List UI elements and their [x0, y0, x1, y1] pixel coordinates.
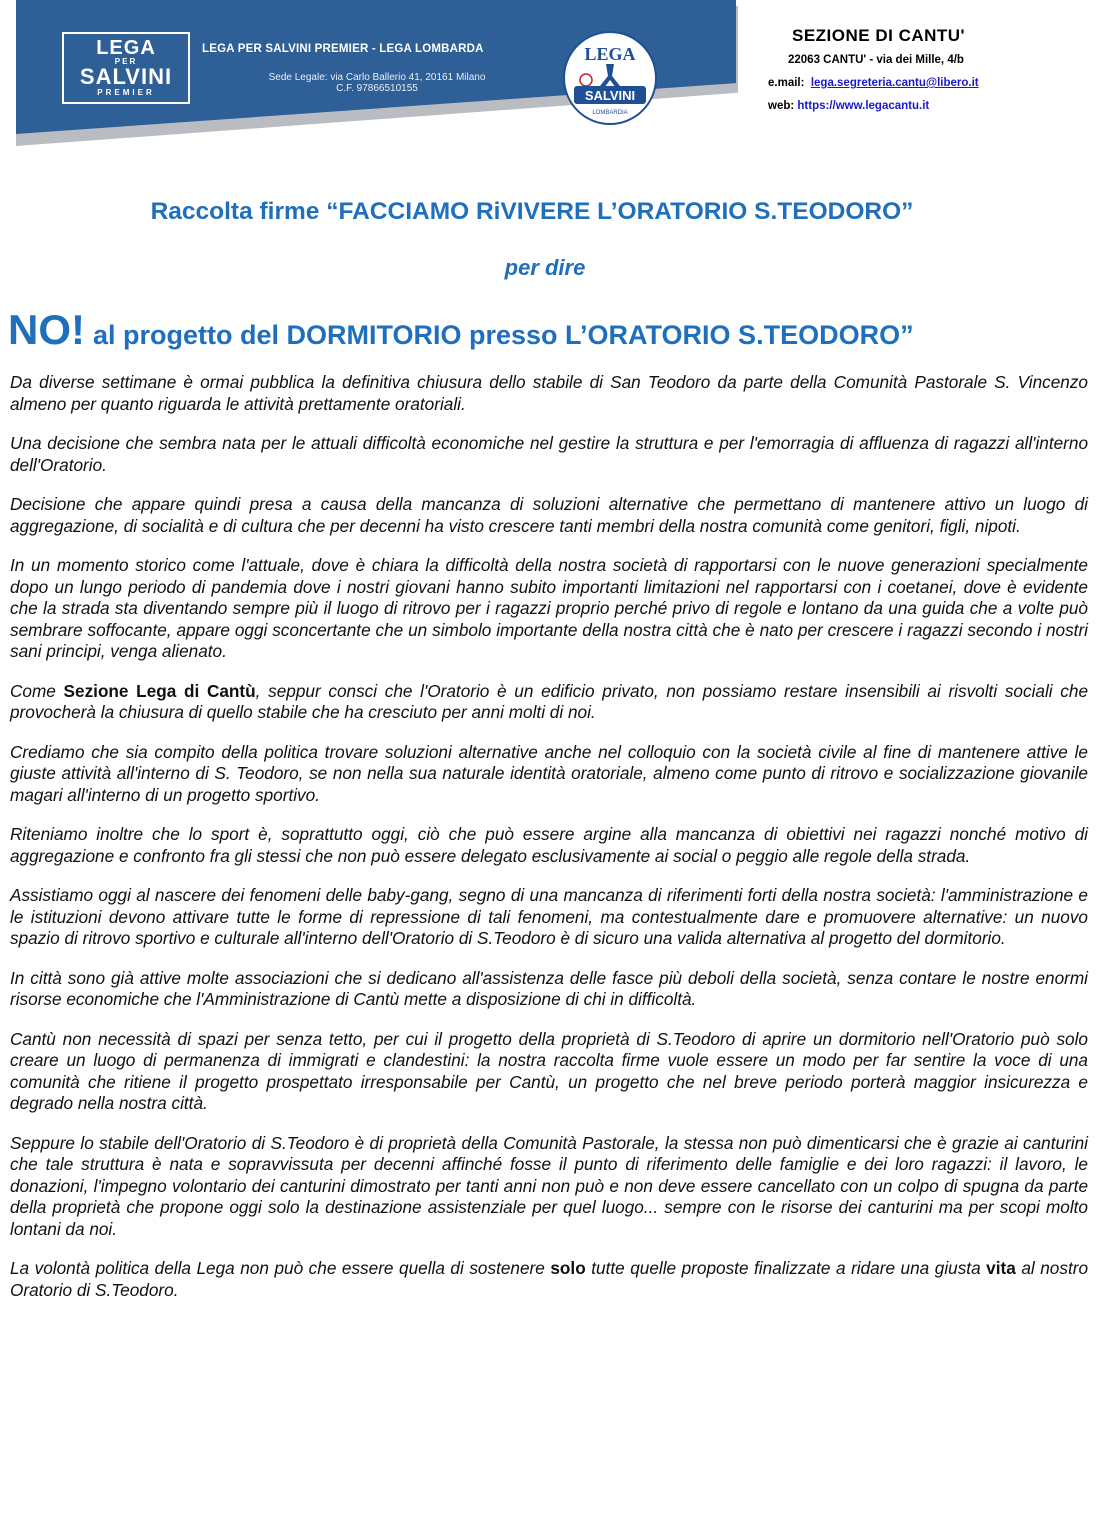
p5-post: , seppur consci che l'Oratorio è un edificio privato, non possiamo restare insensibili ai risvolti sociali che provocherà la chiusura di quello stabile che ha cresciuto per anni molti di noi.: [10, 680, 1089, 722]
logo-line-1: LEGA: [96, 37, 156, 59]
headline-no: NO!: [8, 306, 85, 353]
emblem-bottom-text: LOMBARDIA: [592, 110, 628, 116]
paragraph-7: Riteniamo inoltre che lo sport è, soprattutto oggi, ciò che può essere argine alla mancanza di obiettivi nei ragazzi nonché motivo di aggregazione e confronto fra gli stessi che non può essere delegato esclusivamente ai social o peggio alle regole della strada.: [10, 824, 1088, 866]
logo-line-2: PER: [114, 57, 138, 66]
org-title: LEGA PER SALVINI PREMIER - LEGA LOMBARDA: [202, 43, 484, 55]
org-address: Sede Legale: via Carlo Ballerio 41, 20161 Milano: [268, 72, 486, 83]
p5-bold: Sezione Lega di Cantù: [63, 680, 256, 701]
emblem-top-text: LEGA: [584, 44, 636, 64]
org-address-block: [202, 72, 552, 94]
petition-title: Raccolta firme “FACCIAMO RiVIVERE L’ORATORIO S.TEODORO”: [150, 198, 914, 225]
web-line: [768, 100, 929, 112]
p12-a: La volontà politica della Lega non può che essere quella di sostenere: [10, 1258, 551, 1278]
p12-vita: vita: [986, 1258, 1016, 1278]
logo-line-4: PREMIER: [97, 88, 155, 97]
paragraph-5: [10, 681, 1088, 724]
paragraph-10: Cantù non necessità di spazi per senza tetto, per cui il progetto della proprietà di S.Teodoro di aprire un dormitorio nell'Oratorio può solo creare un luogo di permanenza di immigrati e clandestini: la nostra raccolta firme vuole essere un modo per far sentire la voce di una comunità che ritiene il progetto prospettato irresponsabile per Cantù, un progetto che nel breve periodo porterà maggior insicurezza e degrado nella nostra città.: [10, 1028, 1088, 1113]
p12-c: tutte quelle proposte finalizzate a ridare una giusta: [585, 1258, 987, 1278]
email-line: [768, 77, 979, 89]
paragraph-6: Crediamo che sia compito della politica trovare soluzioni alternative anche nel colloquio con la società civile al fine di mantenere attive le giuste attività all'interno di S. Teodoro, se non nella sua naturale identità oratoriale, almeno come punto di ritrovo e socializzazione giovanile magari all'interno di un progetto sportivo.: [10, 741, 1088, 805]
lega-lombarda-emblem-icon: [562, 30, 658, 126]
section-address: 22063 CANTU' - via dei Mille, 4/b: [788, 54, 964, 66]
p5-pre: Come: [10, 680, 64, 701]
p12-e: al nostro Oratorio di S.Teodoro.: [10, 1258, 1089, 1300]
headline-text: al progetto del DORMITORIO presso L’ORATORIO S.TEODORO”: [93, 320, 914, 350]
lega-salvini-premier-logo: [62, 32, 190, 104]
emblem-band-text: SALVINI: [584, 88, 636, 103]
paragraph-12: [10, 1258, 1088, 1301]
document-body: [10, 372, 1088, 1319]
org-cf: C.F. 97866510155: [336, 83, 418, 94]
paragraph-9: In città sono già attive molte associazioni che si dedicano all'assistenza delle fasce più deboli della società, senza contare le nostre enormi risorse economiche che l'Amministrazione di Cantù mette a disposizione di chi in difficoltà.: [10, 967, 1088, 1009]
web-link[interactable]: https://www.legacantu.it: [797, 100, 930, 112]
section-name: SEZIONE DI CANTU': [792, 26, 966, 45]
p12-solo: solo: [550, 1258, 586, 1278]
paragraph-4: In un momento storico come l'attuale, dove è chiara la difficoltà della nostra società di rapportarsi con le nuove generazioni specialmente dopo un lungo periodo di pandemia dove i nostri giovani hanno subito importanti limitazioni nel rapportarsi con i coetanei, dove è evidente che la strada sta diventando sempre più il luogo di ritrovo per i ragazzi proprio perché privo di regole e lontano da una guida che a volte può sembrare soffocante, appare oggi sconcertante che un simbolo importante della nostra città che è nato per crescere i ragazzi secondo i nostri sani principi, venga alienato.: [10, 555, 1088, 661]
paragraph-2: Una decisione che sembra nata per le attuali difficoltà economiche nel gestire la struttura e per l'emorragia di affluenza di ragazzi all'interno dell'Oratorio.: [10, 433, 1088, 475]
paragraph-1: Da diverse settimane è ormai pubblica la definitiva chiusura dello stabile di San Teodoro da parte della Comunità Pastorale S. Vincenzo almeno per quanto riguarda le attività prettamente oratoriali.: [10, 372, 1088, 414]
paragraph-8: Assistiamo oggi al nascere dei fenomeni delle baby-gang, segno di una mancanza di riferimenti forti della nostra società: l'amministrazione e le istituzioni devono attivare tutte le forme di repressione di tali fenomeni, ma contestualmente dare e promuovere alternative: un nuovo spazio di ritrovo sportivo e culturale all'interno dell'Oratorio di S.Teodoro è di sicuro una valida alternativa al progetto del dormitorio.: [10, 885, 1088, 948]
paragraph-3: Decisione che appare quindi presa a causa della mancanza di soluzioni alternative che permettano di mantenere attivo un luogo di aggregazione, di socialità e di cultura che per decenni ha visto crescere tanti membri della nostra comunità come genitori, figli, nipoti.: [10, 494, 1088, 536]
web-label: web:: [768, 100, 795, 112]
petition-headline: [8, 306, 1098, 354]
paragraph-11: Seppure lo stabile dell'Oratorio di S.Teodoro è di proprietà della Comunità Pastorale, la stessa non può dimenticarsi che è grazie ai canturini che tale struttura è nata e sopravvissuta per decenni affinché fosse il punto di riferimento delle famiglie e dei loro ragazzi: il lavoro, le donazioni, l'impegno volontario dei canturini dimostrato per tanti anni non può e non deve essere cancellato con un colpo di spugna da parte della proprietà che propone oggi solo la destinazione assistenziale per quel luogo... sempre con le risorse dei canturini ma per scopi molto lontani da noi.: [10, 1132, 1088, 1239]
petition-subtitle: per dire: [504, 255, 586, 280]
logo-line-3: SALVINI: [79, 64, 173, 89]
email-link[interactable]: lega.segreteria.cantu@libero.it: [810, 77, 979, 89]
email-label: e.mail:: [768, 77, 805, 89]
